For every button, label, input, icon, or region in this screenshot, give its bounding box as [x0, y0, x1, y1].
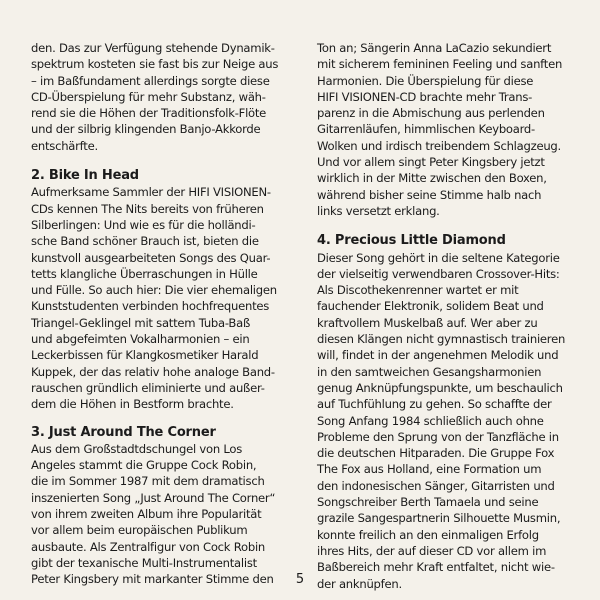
- text-line: fauchender Elektronik, solidem Beat und: [317, 299, 544, 314]
- text-line: will, findet in der angenehmen Melodik und: [317, 348, 559, 363]
- left-column: [31, 40, 293, 588]
- text-line: und der silbrig klingenden Banjo-Akkorde: [31, 122, 261, 137]
- text-line: Leckerbissen für Klangkosmetiker Harald: [31, 348, 259, 363]
- text-line: und abgefeimten Vokalharmonien – ein: [31, 332, 250, 347]
- text-line: in den samtweichen Gesangsharmonien: [317, 364, 542, 379]
- text-line: Ton an; Sängerin Anna LaCazio sekundiert: [317, 41, 552, 55]
- text-line: kunstvoll ausgearbeiteten Songs des Quar-: [31, 250, 271, 265]
- text-line: parenz in die Abmischung aus perlenden: [317, 106, 545, 121]
- text-line: ausbaute. Als Zentralfigur von Cock Robin: [31, 539, 266, 554]
- text-line: HIFI VISIONEN-CD brachte mehr Trans-: [317, 89, 533, 104]
- text-line: rauschen gründlich eliminierte und außer-: [31, 380, 265, 395]
- text-line: sche Band schöner Brauch ist, bieten die: [31, 234, 259, 249]
- text-line: Angeles stammt die Gruppe Cock Robin,: [31, 458, 257, 473]
- text-line: tetts klangliche Überraschungen in Hülle: [31, 266, 258, 281]
- section-heading-precious-little-diamond: 4. Precious Little Diamond: [317, 233, 506, 249]
- text-line: Aus dem Großstadtdschungel von Los: [31, 441, 243, 456]
- text-line: Peter Kingsbery mit markanter Stimme den: [31, 572, 274, 587]
- text-line: Triangel-Geklingel mit sattem Tuba-Baß: [31, 315, 251, 330]
- text-line: die im Sommer 1987 mit dem dramatisch: [31, 474, 265, 489]
- text-line: während bisher seine Stimme halb nach: [317, 187, 542, 202]
- page-number: 5: [295, 572, 305, 587]
- text-line: mit sicherem femininen Feeling und sanften: [317, 57, 563, 72]
- text-line: links versetzt erklang.: [317, 203, 440, 218]
- section-heading-just-around-the-corner: 3. Just Around The Corner: [31, 424, 216, 440]
- text-line: Song Anfang 1984 schließlich auch ohne: [317, 413, 544, 428]
- text-line: und Fülle. So auch hier: Die vier ehemaligen: [31, 283, 277, 298]
- text-line: Gitarrenläufen, himmlischen Keyboard-: [317, 122, 535, 137]
- continuation-paragraph: [317, 40, 579, 219]
- text-line: Wolken und irdisch treibendem Schlagzeug.: [317, 138, 561, 153]
- text-line: Kuppek, der das relativ hohe analoge Band-: [31, 364, 275, 379]
- text-line: kraftvollem Muskelbaß auf. Wer aber zu: [317, 315, 538, 330]
- text-line: auf Tuchfühlung zu gehen. So schaffte der: [317, 397, 552, 412]
- text-line: genug Anknüpfungspunkte, um beschaulich: [317, 380, 563, 395]
- section-paragraph-just-around-the-corner: [31, 441, 293, 588]
- intro-paragraph: [31, 40, 293, 154]
- text-line: CDs kennen The Nits bereits von früheren: [31, 201, 264, 216]
- text-line: Probleme den Sprung von der Tanzfläche in: [317, 429, 559, 444]
- text-line: den indonesischen Sänger, Gitarristen und: [317, 478, 555, 493]
- section-paragraph-precious-little-diamond: [317, 250, 579, 592]
- text-line: vor allem beim europäischen Publikum: [31, 523, 248, 538]
- text-line: Aufmerksame Sammler der HIFI VISIONEN-: [31, 185, 271, 200]
- text-line: Baßbereich mehr Kraft entfaltet, nicht wie-: [317, 560, 555, 575]
- text-line: Und vor allem singt Peter Kingsbery jetzt: [317, 155, 545, 170]
- text-line: The Fox aus Holland, eine Formation um: [317, 462, 542, 477]
- section-heading-bike-in-head: 2. Bike In Head: [31, 168, 139, 184]
- text-line: die deutschen Hitparaden. Die Gruppe Fox: [317, 446, 555, 461]
- text-line: den. Das zur Verfügung stehende Dynamik-: [31, 41, 275, 55]
- text-line: rend sie die Höhen der Traditionsfolk-Flöte: [31, 106, 267, 121]
- text-line: Harmonien. Die Überspielung für diese: [317, 73, 534, 88]
- text-line: der vielseitig verwendbaren Crossover-Hits:: [317, 266, 560, 281]
- section-paragraph-bike-in-head: [31, 184, 293, 412]
- text-line: Silberlingen: Und wie es für die holländi-: [31, 217, 256, 232]
- text-line: entschärfte.: [31, 138, 98, 153]
- text-line: konnte freilich an den einmaligen Erfolg: [317, 527, 539, 542]
- text-line: der anknüpfen.: [317, 576, 402, 591]
- text-line: Dieser Song gehört in die seltene Kategorie: [317, 250, 560, 265]
- text-line: Songschreiber Berth Tamaela und seine: [317, 495, 539, 510]
- text-line: wirklich in der Mitte zwischen den Boxen,: [317, 171, 547, 186]
- text-line: gibt der texanische Multi-Instrumentalist: [31, 555, 257, 570]
- text-line: – im Baßfundament allerdings sorgte diese: [31, 73, 270, 88]
- text-line: CD-Überspielung für mehr Substanz, wäh-: [31, 89, 266, 104]
- text-line: diesen Klängen nicht gymnastisch trainieren: [317, 332, 566, 347]
- text-line: von ihrem zweiten Album ihre Popularität: [31, 507, 262, 522]
- text-line: dem die Höhen in Bestform brachte.: [31, 397, 234, 412]
- text-line: Als Discothekenrenner wartet er mit: [317, 283, 519, 298]
- text-line: ihres Hits, der auf dieser CD vor allem im: [317, 543, 547, 558]
- text-line: spektrum kosteten sie fast bis zur Neige aus: [31, 57, 279, 72]
- text-line: Kunststudenten verbinden hochfrequentes: [31, 299, 270, 314]
- text-line: inszenierten Song „Just Around The Corner“: [31, 490, 276, 505]
- text-line: grazile Sangespartnerin Silhouette Musmin,: [317, 511, 561, 526]
- right-column: [317, 40, 579, 592]
